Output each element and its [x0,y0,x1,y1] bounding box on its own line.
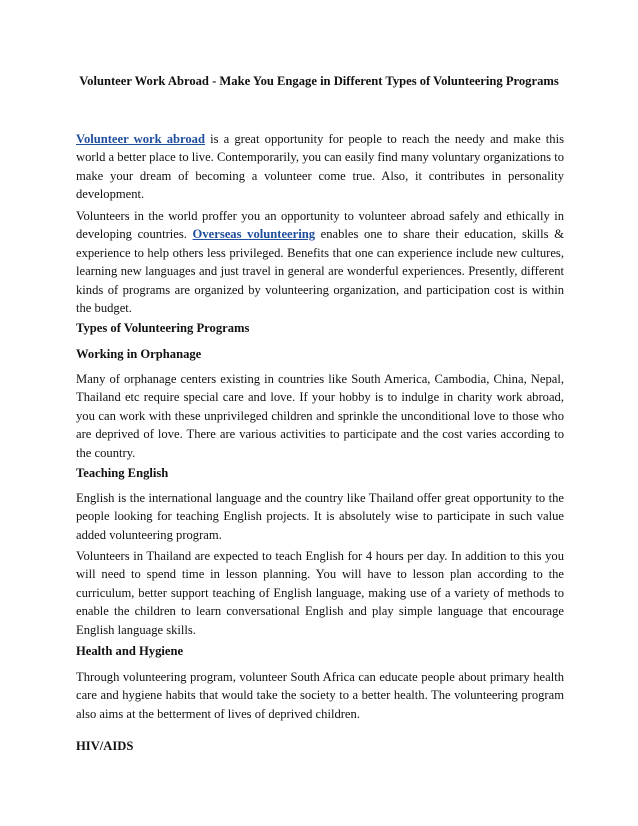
intro-text: is a great opportunity for people to reach the needy and make this world a better place to live. Contemporarily, you can easily find many voluntary organizations to make your dream of becoming a volunteer come true. Also, it contributes in personality development. [76,132,564,202]
teaching-paragraph-2 [76,547,564,639]
overseas-volunteering-link[interactable]: Overseas volunteering [192,227,316,242]
para2-after: enables one to share their education, skills & experience to help others less privileged. Benefits that one can experience include new cultures, learning new languages and just travel in general are wonderful experiences. Presently, different kinds of programs are organized by volunteering organization, and participation cost is within the budget. [76,227,564,316]
orphanage-text: Many of orphanage centers existing in countries like South America, Cambodia, China, Nepal, Thailand etc require special care and love. If your hobby is to indulge in charity work abroad, you can work with these unprivileged children and sprinkle the unconditional love to those who are deprived of love. There are various activities to participate and the cost varies according to the country. [76,372,564,460]
orphanage-paragraph [76,370,564,462]
teaching-text-1: English is the international language and the country like Thailand offer great opportunity to the people looking for teaching English projects. It is absolutely wise to participate in such value added volunteering program. [76,491,564,542]
volunteer-work-abroad-link[interactable]: Volunteer work abroad [76,132,205,146]
para2-before: Volunteers in the world proffer you an opportunity to volunteer abroad safely and ethically in developing countries. [76,209,564,242]
health-text: Through volunteering program, volunteer South Africa can educate people about primary health care and hygiene habits that would take the society to a better health. The volunteering program also aims at the betterment of lives of deprived children. [76,670,564,721]
intro-paragraph [76,130,564,204]
teaching-heading-block [76,464,564,482]
hiv-heading-block [76,737,564,755]
hiv-heading: HIV/AIDS [76,739,134,753]
teaching-text-2: Volunteers in Thailand are expected to teach English for 4 hours per day. In addition to this you will need to spend time in lesson planning. You will have to lesson plan according to the curriculum, better support teaching of English language, making use of a variety of methods to enable the children to learn conversational English and play simple language that encourage English language skills. [76,549,564,637]
health-paragraph [76,668,564,723]
health-heading: Health and Hygiene [76,644,184,658]
types-heading: Types of Volunteering Programs [76,321,250,335]
health-heading-block [76,642,564,660]
teaching-paragraph-1 [76,489,564,544]
orphanage-heading-block [76,345,564,363]
teaching-heading: Teaching English [76,466,169,480]
overseas-paragraph [76,207,564,317]
types-heading-block [76,319,564,337]
orphanage-heading: Working in Orphanage [76,347,202,361]
document-title: Volunteer Work Abroad - Make You Engage in Different Types of Volunteering Programs [79,74,559,88]
